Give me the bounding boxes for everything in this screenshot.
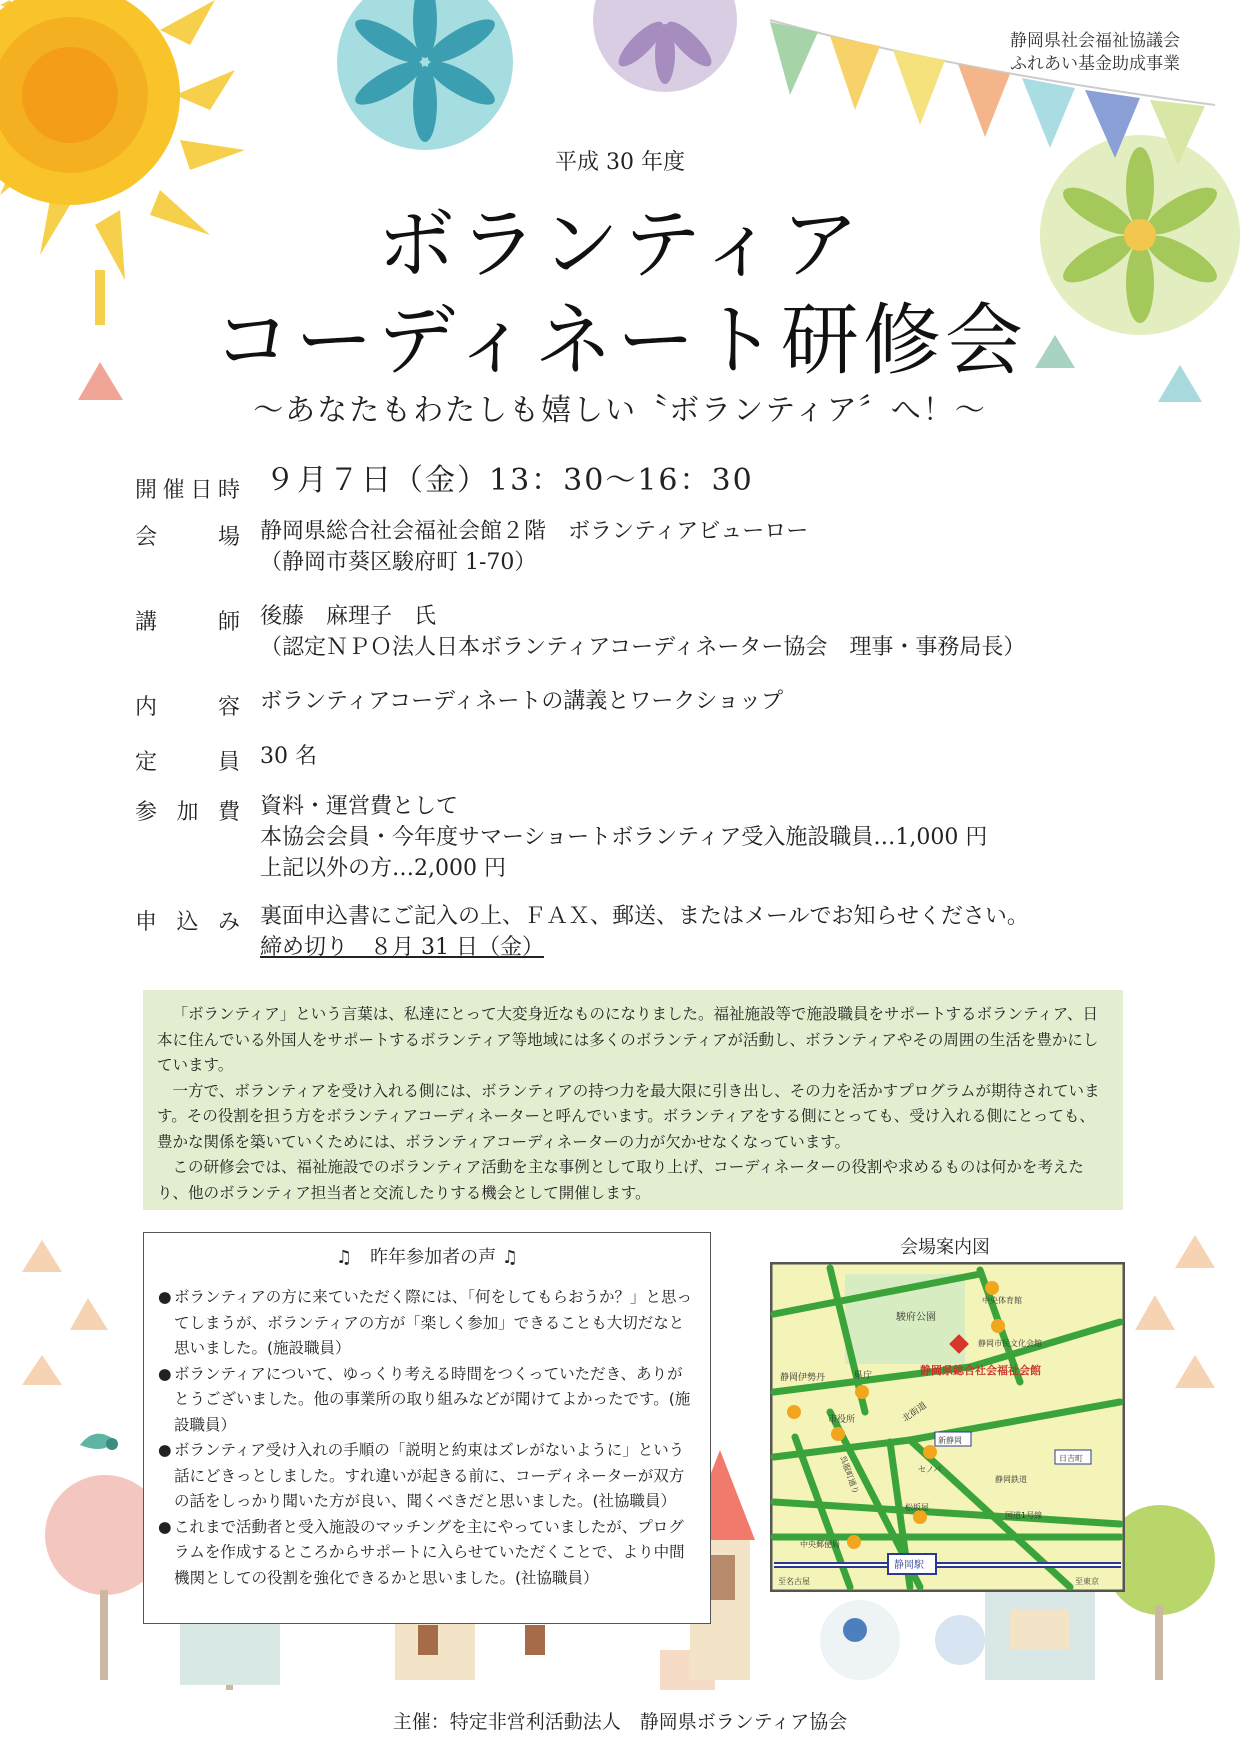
bullet-icon: ●: [158, 1441, 172, 1459]
lecturer-label: 講師: [135, 610, 240, 635]
capacity-value: 30 名: [260, 744, 317, 769]
lecturer-name: 後藤 麻理子 氏: [260, 604, 437, 629]
map-label-central-post: 中央郵便局: [800, 1540, 840, 1549]
voice-item: ● ボランティア受け入れの手順の「説明と約束はズレがないように」という話にどきっとしました。すれ違いが起きる前に、コーディネーターが双方の話をしっかり聞いた方が良い、聞くべきだと思いました。(社協職員）: [158, 1438, 696, 1515]
venue-label: 会場: [135, 525, 240, 550]
organizer-line2: ふれあい基金助成事業: [1010, 54, 1180, 74]
teal-mandala: [337, 0, 513, 150]
bullet-icon: ●: [158, 1288, 172, 1306]
map-label-central-gym: 中央体育館: [982, 1296, 1022, 1305]
map-label-matsuzakaya: 松坂屋: [905, 1503, 929, 1512]
map-label-sunpu-park: 駿府公園: [896, 1312, 936, 1323]
map-label-shin-shizuoka: 新静岡: [938, 1436, 962, 1445]
map-label-gofukucho: 呉服町通り: [838, 1454, 861, 1496]
map-label-to-nagoya: 至名古屋: [778, 1577, 810, 1586]
content-label: 内容: [135, 695, 240, 720]
fiscal-year: 平成 30 年度: [555, 150, 685, 175]
map-title: 会場案内図: [900, 1237, 990, 1258]
map-label-seno: セノバ: [918, 1465, 942, 1474]
lecturer-affiliation: （認定ＮＰＯ法人日本ボランティアコーディネーター協会 理事・事務局長）: [260, 635, 1026, 660]
bullet-icon: ●: [158, 1517, 172, 1536]
fee-line3: 上記以外の方…2,000 円: [260, 856, 506, 881]
capacity-label: 定員: [135, 750, 240, 775]
introduction-box: [143, 990, 1123, 1210]
venue-map: [770, 1262, 1125, 1592]
fee-line1: 資料・運営費として: [260, 794, 459, 819]
map-label-to-tokyo: 至東京: [1075, 1577, 1099, 1586]
voices-title: ♫ 昨年参加者の声 ♫: [336, 1247, 518, 1268]
map-label-hiyoshicho: 日吉町: [1059, 1454, 1083, 1463]
date-label: 開催日時: [135, 478, 240, 503]
apply-value: 裏面申込書にご記入の上、ＦＡＸ、郵送、またはメールでお知らせください。: [260, 904, 1029, 929]
voice-item: ● ボランティアについて、ゆっくり考える時間をつくっていただき、ありがとうございました。他の事業所の取り組みなどが聞けてよかったです。(施設職員）: [158, 1362, 696, 1439]
content-value: ボランティアコーディネートの講義とワークショップ: [260, 689, 783, 714]
purple-mandala: [593, 0, 737, 92]
apply-label: 申込み: [135, 910, 240, 935]
organizer-credit: [1010, 30, 1180, 76]
map-label-city-hall: 市役所: [828, 1415, 856, 1425]
map-label-route1: 国道1号線: [1005, 1511, 1043, 1520]
map-label-venue: 静岡県総合社会福祉会館: [920, 1364, 1041, 1377]
map-label-shizuoka-railway: 静岡鉄道: [995, 1475, 1027, 1484]
venue-value: 静岡県総合社会福祉会館２階 ボランティアビューロー: [260, 519, 809, 544]
intro-paragraph-1: 「ボランティア」という言葉は、私達にとって大変身近なものになりました。福祉施設等で施設職員をサポートするボランティア、日本に住んでいる外国人をサポートするボランティア等地域には多くのボランティアが活動し、ボランティアやその周囲の生活を豊かにしています。: [157, 1005, 1099, 1074]
map-label-kencho: 県庁: [854, 1371, 873, 1381]
venue-address: （静岡市葵区駿府町 1-70）: [260, 550, 537, 575]
voice-item: ● ボランティアの方に来ていただく際には、「何をしてもらおうか？」と思ってしまうが、ボランティアの方が「楽しく参加」できることも大切だなと思いました。(施設職員）: [158, 1285, 696, 1362]
date-value: ９月７日（金）13：30～16：30: [265, 463, 754, 498]
map-label-station: 静岡駅: [894, 1560, 924, 1571]
intro-paragraph-3: この研修会では、福祉施設でのボランティア活動を主な事例として取り上げ、コーディネーターの役割や求めるものは何かを考えたり、他のボランティア担当者と交流したりする機会として開催します。: [157, 1158, 1084, 1202]
subtitle: ～あなたもわたしも嬉しい〝ボランティア〞へ！～: [253, 393, 987, 428]
title-line2: コーディネート研修会: [213, 296, 1027, 386]
bullet-icon: ●: [158, 1364, 172, 1383]
title-line1: ボランティア: [377, 200, 863, 290]
organizer-line1: 静岡県社会福祉協議会: [1010, 31, 1180, 51]
fee-label: 参加費: [135, 800, 240, 825]
voice-item: ● これまで活動者と受入施設のマッチングを主にやっていましたが、プログラムを作成するところからサポートに入らせていただくことで、より中間機関としての役割を強化できるかと思いました。(社協職員）: [158, 1515, 696, 1592]
map-label-kitakaido: 北街道: [900, 1400, 929, 1425]
fee-line2: 本協会会員・今年度サマーショートボランティア受入施設職員…1,000 円: [260, 825, 988, 850]
apply-deadline: 締め切り ８月 31 日（金）: [260, 935, 544, 960]
map-label-isetan: 静岡伊勢丹: [780, 1373, 826, 1383]
host-credit: 主催：特定非営利活動法人 静岡県ボランティア協会: [392, 1711, 848, 1733]
voices-list: [158, 1285, 696, 1591]
map-label-civic-culture-hall: 静岡市民文化会館: [978, 1339, 1042, 1348]
intro-paragraph-2: 一方で、ボランティアを受け入れる側には、ボランティアの持つ力を最大限に引き出し、その力を活かすプログラムが期待されています。その役割を担う方をボランティアコーディネーターと呼んでいます。ボランティアをする側にとっても、受け入れる側にとっても、豊かな関係を築いていくためには、ボランティアコーディネーターの力が欠かせなくなっています。: [157, 1081, 1100, 1151]
participant-voices-box: [143, 1232, 711, 1624]
